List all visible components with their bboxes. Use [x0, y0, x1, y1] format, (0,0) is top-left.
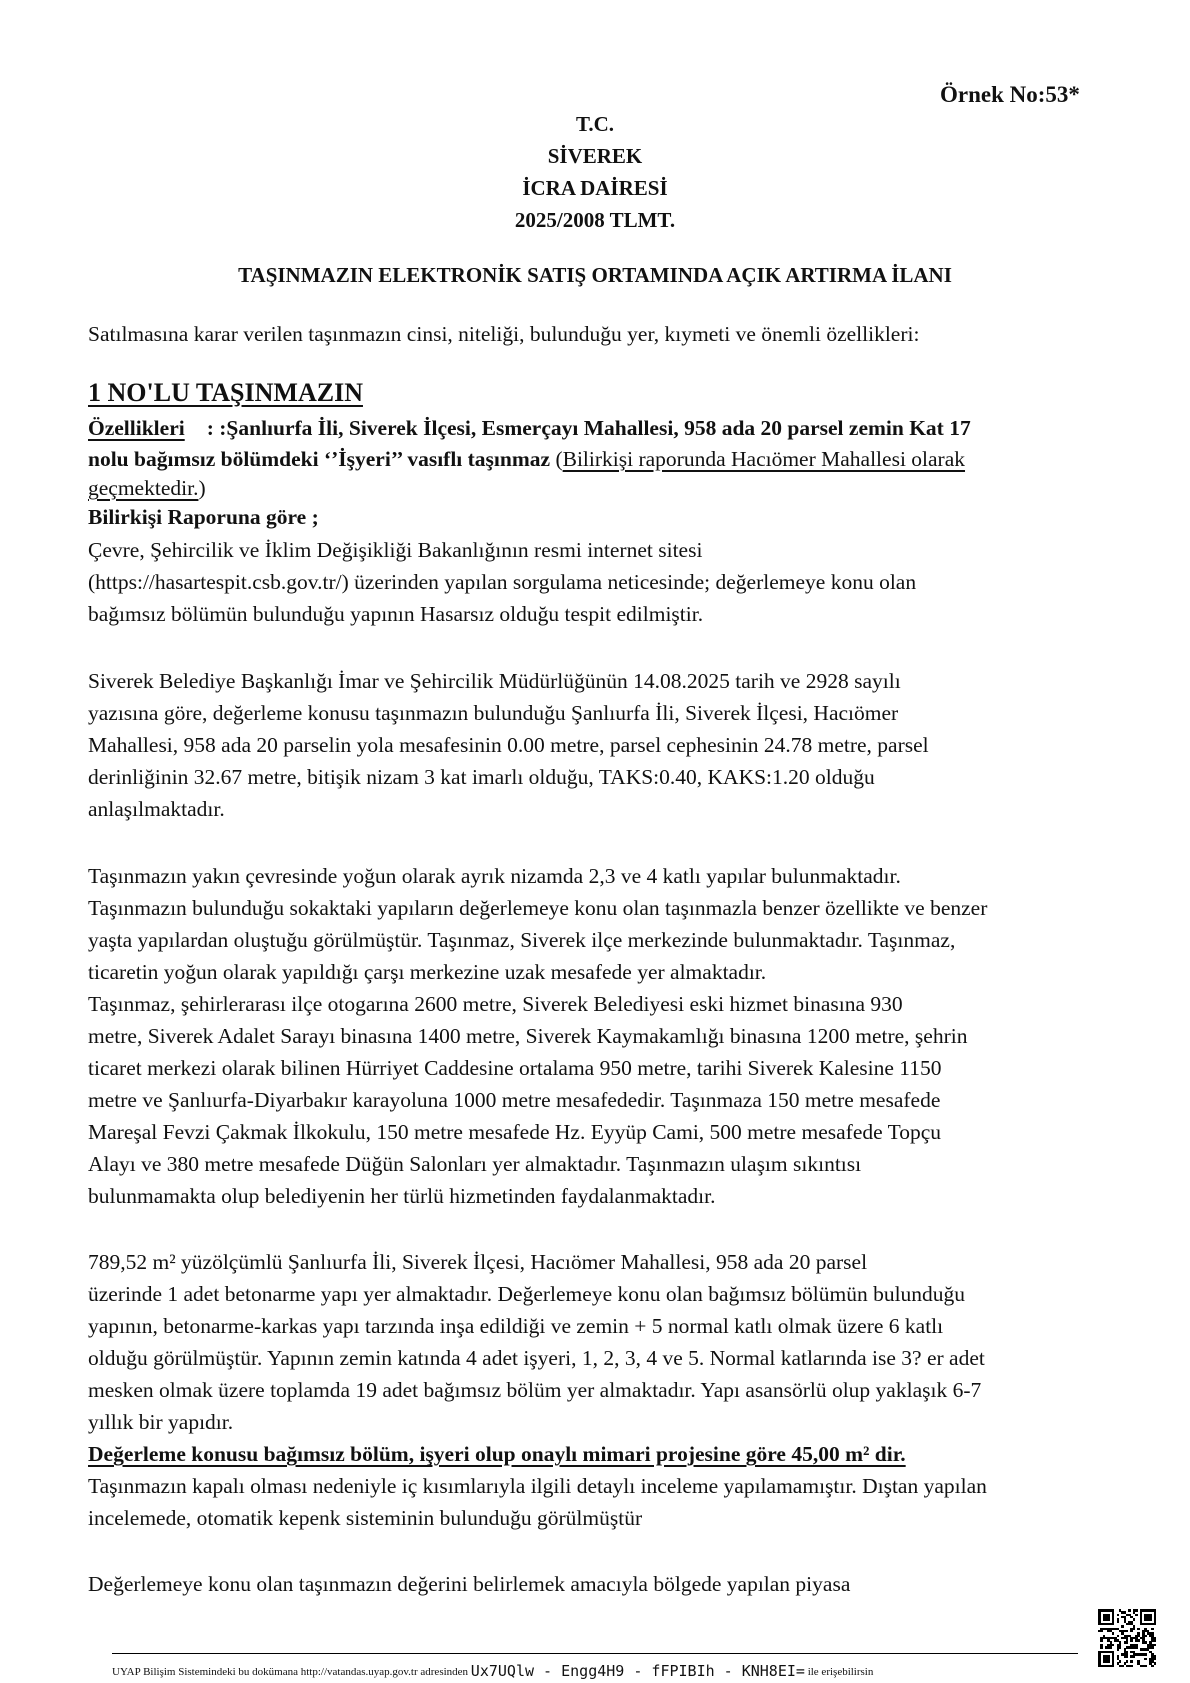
qr-module [1126, 1630, 1129, 1633]
qr-module [1154, 1658, 1157, 1661]
qr-module [1130, 1630, 1133, 1633]
qr-module [1112, 1632, 1115, 1635]
qr-module [1112, 1665, 1115, 1668]
qr-module [1100, 1639, 1103, 1642]
paragraph-line: yapının, betonarme-karkas yapı tarzında inşa edildiği ve zemin + 5 normal katlı olmak üzere 6 katlı [88, 1314, 944, 1338]
qr-module [1144, 1658, 1147, 1661]
qr-code-icon [1098, 1609, 1156, 1667]
paragraph-line: anlaşılmaktadır. [88, 797, 225, 821]
qr-module [1121, 1665, 1124, 1668]
qr-module [1144, 1665, 1147, 1668]
qr-module [1117, 1635, 1120, 1638]
qr-module [1100, 1630, 1103, 1633]
qr-module [1144, 1635, 1147, 1638]
ozellikler-line-1 [88, 416, 971, 441]
qr-module [1126, 1641, 1129, 1644]
paragraph-line: Çevre, Şehircilik ve İklim Değişikliği Bakanlığının resmi internet sitesi [88, 538, 703, 562]
header-tc: T.C. [575, 112, 615, 136]
footer-prefix: UYAP Bilişim Sistemindeki bu dokümana http://vatandas.uyap.gov.tr adresinden [112, 1666, 469, 1678]
paragraph-line: incelemede, otomatik kepenk sisteminin bulunduğu görülmüştür [88, 1506, 643, 1530]
paragraph-line: Mareşal Fevzi Çakmak İlkokulu, 150 metre mesafede Hz. Eyyüp Cami, 500 metre mesafede Topçu [88, 1120, 942, 1144]
paragraph-line: ticaretin yoğun olarak yapıldığı çarşı merkezine uzak mesafede yer almaktadır. [88, 960, 767, 984]
paragraph-line: Taşınmazın kapalı olması nedeniyle iç kısımlarıyla ilgili detaylı inceleme yapılamamıştır. Dıştan yapılan [88, 1474, 987, 1498]
ozellikler-line-2 [88, 447, 965, 472]
qr-module [1154, 1644, 1157, 1647]
header-office: İCRA DAİRESİ [522, 176, 668, 200]
bilirkisi-heading: Bilirkişi Raporuna göre ; [88, 505, 319, 529]
footer-access-code: Ux7UQlw - Engg4H9 - fFPIBIh - KNH8EI= [470, 1662, 805, 1680]
paragraph-line: Taşınmaz, şehirlerarası ilçe otogarına 2600 metre, Siverek Belediyesi eski hizmet binasına 930 [88, 992, 903, 1016]
qr-module [1110, 1646, 1113, 1649]
qr-module [1137, 1628, 1140, 1631]
paragraph-line: mesken olmak üzere toplamda 19 adet bağımsız bölüm yer almaktadır. Yapı asansörlü olup yaklaşık 6-7 [88, 1378, 982, 1402]
qr-module [1117, 1614, 1120, 1617]
qr-module [1133, 1618, 1136, 1621]
ozellikler-value: : :Şanlıurfa İli, Siverek İlçesi, Esmerçayı Mahallesi, 958 ada 20 parsel zemin Kat 17 [206, 416, 971, 440]
qr-module [1126, 1655, 1129, 1658]
qr-module [1100, 1646, 1103, 1649]
ozellikler-property-type: nolu bağımsız bölümdeki ‘’İşyeri’’ vasıflı taşınmaz [88, 447, 551, 471]
qr-module [1149, 1618, 1152, 1621]
qr-module [1112, 1623, 1115, 1626]
qr-module [1119, 1660, 1122, 1663]
paren-close: ) [198, 476, 206, 500]
qr-module [1130, 1639, 1133, 1642]
ozellikler-label: Özellikleri [88, 416, 185, 440]
footer [112, 1662, 873, 1680]
paragraph-line: bağımsız bölümün bulunduğu yapının Hasarsız olduğu tespit edilmiştir. [88, 602, 704, 626]
paragraph-line: Siverek Belediye Başkanlığı İmar ve Şehircilik Müdürlüğünün 14.08.2025 tarih ve 2928 sayılı [88, 669, 901, 693]
qr-module [1154, 1639, 1157, 1642]
header-city: SİVEREK [547, 144, 643, 168]
qr-module [1107, 1660, 1110, 1663]
ornek-number: Örnek No:53* [940, 82, 1080, 107]
paragraph-line: derinliğinin 32.67 metre, bitişik nizam 3 kat imarlı olduğu, TAKS:0.40, KAKS:1.20 olduğu [88, 765, 875, 789]
qr-module [1151, 1665, 1154, 1668]
qr-module [1130, 1665, 1133, 1668]
footer-suffix: ile erişebilirsin [807, 1666, 874, 1678]
header-file-number: 2025/2008 TLMT. [514, 208, 676, 232]
qr-module [1117, 1648, 1120, 1651]
paragraph-line: yazısına göre, değerleme konusu taşınmazın bulunduğu Şanlıurfa İli, Siverek İlçesi, Hacıömer [88, 701, 899, 725]
ozellikler-note-1: Bilirkişi raporunda Hacıömer Mahallesi olarak [562, 447, 966, 471]
qr-module [1154, 1623, 1157, 1626]
paragraph-line: yaşta yapılardan oluştuğu görülmüştür. Taşınmaz, Siverek ilçe merkezinde bulunmaktadır. Taşınmaz, [88, 928, 956, 952]
qr-module [1135, 1609, 1138, 1612]
paragraph-line: metre ve Şanlıurfa-Diyarbakır karayoluna 1000 metre mesafededir. Taşınmaza 150 metre mesafede [88, 1088, 941, 1112]
paragraph-line: yıllık bir yapıdır. [88, 1410, 234, 1434]
qr-module [1117, 1621, 1120, 1624]
qr-module [1133, 1655, 1136, 1658]
qr-module [1121, 1625, 1124, 1628]
ozellikler-note-2: geçmektedir. [88, 476, 199, 500]
intro-text: Satılmasına karar verilen taşınmazın cinsi, niteliği, bulunduğu yer, kıymeti ve önemli özellikleri: [88, 322, 920, 346]
qr-module [1119, 1646, 1122, 1649]
paragraph-line: üzerinde 1 adet betonarme yapı yer almaktadır. Değerlemeye konu olan bağımsız bölümün bulunduğu [88, 1282, 966, 1306]
paragraph-line: Taşınmazın bulunduğu sokaktaki yapıların değerlemeye konu olan taşınmazla benzer özellikte ve benzer [88, 896, 988, 920]
paragraph-line: ticaret merkezi olarak bilinen Hürriyet Caddesine ortalama 950 metre, tarihi Siverek Kalesine 1150 [88, 1056, 942, 1080]
paragraph-6: Değerlemeye konu olan taşınmazın değerini belirlemek amacıyla bölgede yapılan piyasa [88, 1572, 851, 1596]
ozellikler-line-3 [88, 476, 206, 501]
footer-divider [112, 1653, 1078, 1654]
qr-module [1137, 1639, 1140, 1642]
qr-module [1154, 1662, 1157, 1665]
qr-module [1135, 1646, 1138, 1649]
paragraph-line: Taşınmazın yakın çevresinde yoğun olarak ayrık nizamda 2,3 ve 4 katlı yapılar bulunmaktadır. [88, 864, 901, 888]
qr-module [1130, 1660, 1133, 1663]
emphasis-statement: Değerleme konusu bağımsız bölüm, işyeri olup onaylı mimari projesine göre 45,00 m² dir. [88, 1442, 906, 1466]
qr-module [1112, 1644, 1115, 1647]
paren-open: ( [550, 447, 563, 471]
qr-module [1135, 1614, 1138, 1617]
paragraph-line: Alayı ve 380 metre mesafede Düğün Salonları yer almaktadır. Taşınmazın ulaşım sıkıntısı [88, 1152, 862, 1176]
qr-module [1128, 1609, 1131, 1612]
qr-module [1151, 1628, 1154, 1631]
paragraph-line: 789,52 m² yüzölçümlü Şanlıurfa İli, Siverek İlçesi, Hacıömer Mahallesi, 958 ada 20 parsel [88, 1250, 868, 1274]
paragraph-line: metre, Siverek Adalet Sarayı binasına 1400 metre, Siverek Kaymakamlığı binasına 1200 metre, şehrin [88, 1024, 968, 1048]
qr-module [1107, 1618, 1110, 1621]
paragraph-line: (https://hasartespit.csb.gov.tr/) üzerinden yapılan sorgulama neticesinde; değerlemeye konu olan [88, 570, 917, 594]
paragraph-line: Mahallesi, 958 ada 20 parselin yola mesafesinin 0.00 metre, parsel cephesinin 24.78 metre, parsel [88, 733, 929, 757]
qr-module [1126, 1660, 1129, 1663]
section-heading: 1 NO'LU TAŞINMAZIN [88, 378, 363, 407]
qr-module [1133, 1628, 1136, 1631]
document-header [0, 108, 1190, 236]
announcement-title: TAŞINMAZIN ELEKTRONİK SATIŞ ORTAMINDA AÇIK ARTIRMA İLANI [238, 263, 952, 287]
qr-module [1144, 1653, 1147, 1656]
paragraph-line: olduğu görülmüştür. Yapının zemin katında 4 adet işyeri, 1, 2, 3, 4 ve 5. Normal katlarında ise 3? er adet [88, 1346, 985, 1370]
qr-module [1151, 1646, 1154, 1649]
paragraph-line: bulunmamakta olup belediyenin her türlü hizmetinden faydalanmaktadır. [88, 1184, 716, 1208]
